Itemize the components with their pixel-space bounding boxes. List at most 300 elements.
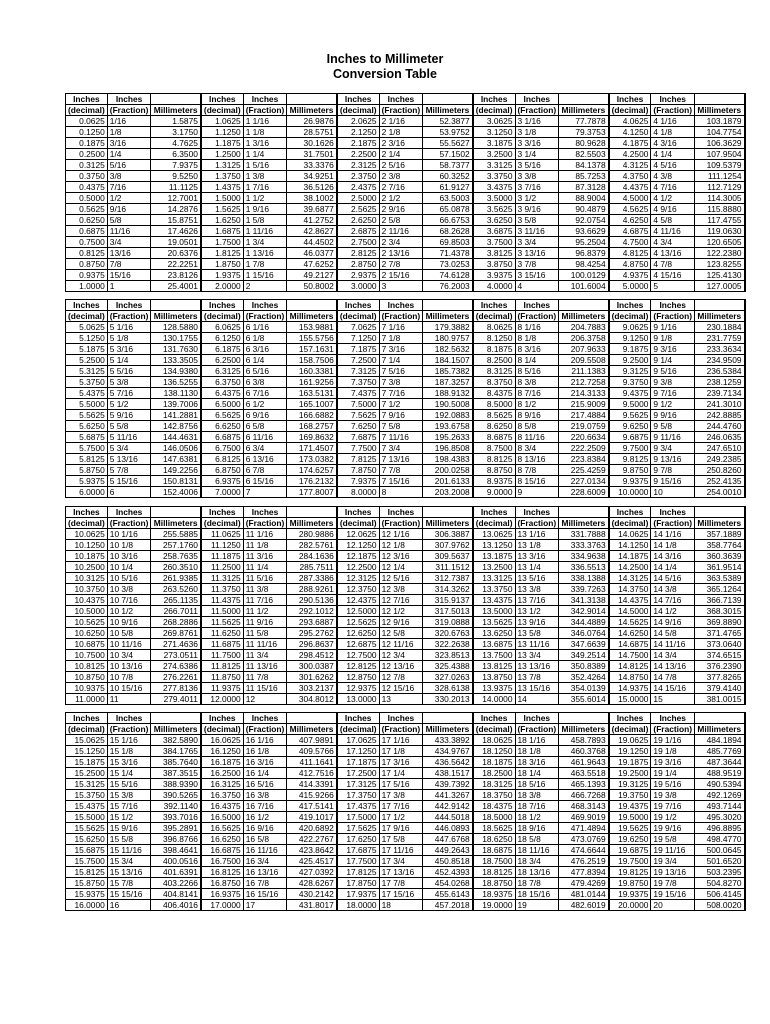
column-header: Millimeters — [695, 724, 745, 735]
millimeters-cell: 6.3500 — [151, 149, 201, 160]
inches-decimal-cell: 16.6250 — [201, 834, 243, 845]
inches-fraction-cell: 17 5/16 — [379, 779, 423, 790]
inches-decimal-cell: 11.6250 — [201, 628, 243, 639]
inches-fraction-cell: 19 5/8 — [651, 834, 695, 845]
inches-fraction-cell: 9 11/16 — [651, 432, 695, 443]
table-row — [66, 182, 745, 193]
inches-decimal-cell: 7.5625 — [337, 410, 379, 421]
millimeters-cell: 3.1750 — [151, 127, 201, 138]
table-row — [66, 421, 745, 432]
inches-fraction-cell: 9 1/8 — [651, 333, 695, 344]
inches-fraction-cell: 2 11/16 — [379, 226, 423, 237]
inches-fraction-cell: 4 3/4 — [651, 237, 695, 248]
millimeters-cell: 193.6758 — [423, 421, 473, 432]
millimeters-cell: 130.1755 — [151, 333, 201, 344]
inches-fraction-cell: 16 11/16 — [243, 845, 287, 856]
millimeters-cell: 376.2390 — [695, 661, 745, 672]
inches-fraction-cell: 5 7/16 — [107, 388, 151, 399]
inches-fraction-cell: 10 1/8 — [107, 540, 151, 551]
table-row — [66, 127, 745, 138]
millimeters-cell: 493.7144 — [695, 801, 745, 812]
inches-decimal-cell: 10.6875 — [66, 639, 108, 650]
millimeters-cell: 58.7377 — [423, 160, 473, 171]
inches-decimal-cell: 17.9375 — [337, 889, 379, 900]
inches-decimal-cell: 7.1250 — [337, 333, 379, 344]
inches-fraction-cell: 12 1/16 — [379, 529, 423, 540]
column-header: Inches — [201, 713, 243, 724]
inches-fraction-cell: 11 1/2 — [243, 606, 287, 617]
inches-fraction-cell: 19 3/16 — [651, 757, 695, 768]
inches-decimal-cell: 12.8125 — [337, 661, 379, 672]
millimeters-cell: 258.7635 — [151, 551, 201, 562]
millimeters-cell: 388.9390 — [151, 779, 201, 790]
inches-fraction-cell: 17 1/8 — [379, 746, 423, 757]
column-header: Millimeters — [559, 311, 609, 322]
inches-fraction-cell: 18 13/16 — [515, 867, 559, 878]
millimeters-cell: 204.7883 — [559, 322, 609, 333]
inches-decimal-cell: 1.4375 — [201, 182, 243, 193]
inches-fraction-cell: 8 5/8 — [515, 421, 559, 432]
inches-fraction-cell: 2 7/16 — [379, 182, 423, 193]
millimeters-cell: 498.4770 — [695, 834, 745, 845]
inches-decimal-cell: 11.3750 — [201, 584, 243, 595]
column-header: (decimal) — [66, 724, 108, 735]
column-header: Millimeters — [151, 311, 201, 322]
inches-fraction-cell: 2 1/4 — [379, 149, 423, 160]
millimeters-cell: 93.6629 — [559, 226, 609, 237]
inches-fraction-cell: 9 7/8 — [651, 465, 695, 476]
inches-decimal-cell: 10.1250 — [66, 540, 108, 551]
inches-decimal-cell: 8.8125 — [473, 454, 515, 465]
inches-decimal-cell: 5.5000 — [66, 399, 108, 410]
inches-decimal-cell: 11.7500 — [201, 650, 243, 661]
inches-fraction-cell: 15 — [651, 694, 695, 705]
inches-decimal-cell: 2.0000 — [201, 281, 243, 292]
inches-decimal-cell: 4.2500 — [609, 149, 651, 160]
inches-fraction-cell: 13 1/16 — [515, 529, 559, 540]
millimeters-cell: 379.4140 — [695, 683, 745, 694]
inches-decimal-cell: 0.5000 — [66, 193, 108, 204]
inches-fraction-cell: 8 3/16 — [515, 344, 559, 355]
millimeters-cell: 239.7134 — [695, 388, 745, 399]
inches-fraction-cell: 19 1/8 — [651, 746, 695, 757]
inches-fraction-cell: 1 5/16 — [243, 160, 287, 171]
inches-fraction-cell: 1 3/16 — [243, 138, 287, 149]
column-header: Inches — [473, 94, 515, 105]
inches-fraction-cell: 9 3/4 — [651, 443, 695, 454]
inches-decimal-cell: 13.6875 — [473, 639, 515, 650]
millimeters-cell: 328.6138 — [423, 683, 473, 694]
millimeters-cell: 47.6252 — [287, 259, 337, 270]
inches-fraction-cell: 11 1/16 — [243, 529, 287, 540]
column-header — [695, 507, 745, 518]
inches-decimal-cell: 12.1250 — [337, 540, 379, 551]
millimeters-cell: 73.0253 — [423, 259, 473, 270]
inches-decimal-cell: 18.6875 — [473, 845, 515, 856]
millimeters-cell: 401.6391 — [151, 867, 201, 878]
column-header: (Fraction) — [107, 518, 151, 529]
millimeters-cell: 122.2380 — [695, 248, 745, 259]
inches-decimal-cell: 17.3750 — [337, 790, 379, 801]
millimeters-cell: 317.5013 — [423, 606, 473, 617]
inches-decimal-cell: 19.7500 — [609, 856, 651, 867]
millimeters-cell: 9.5250 — [151, 171, 201, 182]
column-header: Inches — [609, 507, 651, 518]
millimeters-cell: 157.1631 — [287, 344, 337, 355]
millimeters-cell: 82.5503 — [559, 149, 609, 160]
column-header: Inches — [337, 94, 379, 105]
inches-decimal-cell: 5.4375 — [66, 388, 108, 399]
column-header — [559, 300, 609, 311]
column-header: Inches — [243, 94, 287, 105]
inches-decimal-cell: 5.8125 — [66, 454, 108, 465]
millimeters-cell: 377.8265 — [695, 672, 745, 683]
table-row — [66, 856, 745, 867]
column-header: Inches — [651, 507, 695, 518]
inches-fraction-cell: 12 1/8 — [379, 540, 423, 551]
inches-decimal-cell: 9.0000 — [473, 487, 515, 498]
millimeters-cell: 80.9628 — [559, 138, 609, 149]
table-row — [66, 735, 745, 746]
inches-decimal-cell: 0.3750 — [66, 171, 108, 182]
inches-decimal-cell: 8.7500 — [473, 443, 515, 454]
inches-decimal-cell: 9.5000 — [609, 399, 651, 410]
inches-fraction-cell: 8 1/2 — [515, 399, 559, 410]
millimeters-cell: 447.6768 — [423, 834, 473, 845]
inches-fraction-cell: 19 1/16 — [651, 735, 695, 746]
inches-fraction-cell: 4 15/16 — [651, 270, 695, 281]
millimeters-cell: 441.3267 — [423, 790, 473, 801]
millimeters-cell: 431.8017 — [287, 900, 337, 911]
column-header: (decimal) — [609, 724, 651, 735]
inches-fraction-cell: 3 9/16 — [515, 204, 559, 215]
header-row — [66, 507, 745, 518]
inches-decimal-cell: 3.0625 — [473, 116, 515, 127]
inches-fraction-cell: 15 9/16 — [107, 823, 151, 834]
inches-fraction-cell: 1 13/16 — [243, 248, 287, 259]
inches-fraction-cell: 2 13/16 — [379, 248, 423, 259]
millimeters-cell: 471.4894 — [559, 823, 609, 834]
inches-fraction-cell: 9 — [515, 487, 559, 498]
inches-fraction-cell: 7 3/16 — [379, 344, 423, 355]
millimeters-cell: 266.7011 — [151, 606, 201, 617]
inches-decimal-cell: 8.3125 — [473, 366, 515, 377]
table-row — [66, 757, 745, 768]
inches-fraction-cell: 7 7/8 — [379, 465, 423, 476]
column-header: (decimal) — [337, 311, 379, 322]
column-header: Inches — [107, 300, 151, 311]
inches-fraction-cell: 4 1/2 — [651, 193, 695, 204]
inches-decimal-cell: 19.4375 — [609, 801, 651, 812]
inches-decimal-cell: 8.4375 — [473, 388, 515, 399]
inches-decimal-cell: 15.5000 — [66, 812, 108, 823]
column-header: (decimal) — [473, 518, 515, 529]
millimeters-cell: 173.0382 — [287, 454, 337, 465]
inches-decimal-cell: 11.0000 — [66, 694, 108, 705]
inches-decimal-cell: 11.4375 — [201, 595, 243, 606]
inches-decimal-cell: 5.2500 — [66, 355, 108, 366]
millimeters-cell: 280.9886 — [287, 529, 337, 540]
page-subtitle: Conversion Table — [333, 67, 437, 81]
inches-fraction-cell: 17 1/2 — [379, 812, 423, 823]
millimeters-cell: 168.2757 — [287, 421, 337, 432]
millimeters-cell: 357.1889 — [695, 529, 745, 540]
inches-fraction-cell: 11 7/8 — [243, 672, 287, 683]
millimeters-cell: 233.3634 — [695, 344, 745, 355]
conversion-table-1 — [65, 93, 746, 292]
column-header: (decimal) — [337, 724, 379, 735]
inches-decimal-cell: 4.7500 — [609, 237, 651, 248]
inches-fraction-cell: 6 1/8 — [243, 333, 287, 344]
inches-fraction-cell: 18 5/16 — [515, 779, 559, 790]
inches-fraction-cell: 19 1/2 — [651, 812, 695, 823]
column-header — [287, 300, 337, 311]
inches-fraction-cell: 16 3/8 — [243, 790, 287, 801]
table-row — [66, 193, 745, 204]
inches-fraction-cell: 13 11/16 — [515, 639, 559, 650]
inches-fraction-cell: 15 5/8 — [107, 834, 151, 845]
inches-decimal-cell: 12.8750 — [337, 672, 379, 683]
table-row — [66, 683, 745, 694]
header-row — [66, 724, 745, 735]
millimeters-cell: 53.9752 — [423, 127, 473, 138]
inches-fraction-cell: 12 9/16 — [379, 617, 423, 628]
millimeters-cell: 120.6505 — [695, 237, 745, 248]
inches-fraction-cell: 15 1/16 — [107, 735, 151, 746]
millimeters-cell: 349.2514 — [559, 650, 609, 661]
table-row — [66, 333, 745, 344]
millimeters-cell: 30.1626 — [287, 138, 337, 149]
inches-decimal-cell: 12.6875 — [337, 639, 379, 650]
inches-decimal-cell: 18.6250 — [473, 834, 515, 845]
inches-fraction-cell: 6 1/16 — [243, 322, 287, 333]
inches-decimal-cell: 7.6875 — [337, 432, 379, 443]
inches-fraction-cell: 6 — [107, 487, 151, 498]
column-header — [695, 300, 745, 311]
inches-fraction-cell: 12 7/8 — [379, 672, 423, 683]
millimeters-cell: 338.1388 — [559, 573, 609, 584]
millimeters-cell: 66.6753 — [423, 215, 473, 226]
inches-decimal-cell: 2.6250 — [337, 215, 379, 226]
millimeters-cell: 355.6014 — [559, 694, 609, 705]
millimeters-cell: 4.7625 — [151, 138, 201, 149]
millimeters-cell: 41.2752 — [287, 215, 337, 226]
inches-decimal-cell: 3.5000 — [473, 193, 515, 204]
inches-decimal-cell: 6.6250 — [201, 421, 243, 432]
inches-fraction-cell: 6 1/2 — [243, 399, 287, 410]
inches-fraction-cell: 4 3/16 — [651, 138, 695, 149]
inches-decimal-cell: 18.5625 — [473, 823, 515, 834]
inches-fraction-cell: 5/16 — [107, 160, 151, 171]
column-header: (Fraction) — [515, 724, 559, 735]
millimeters-cell: 455.6143 — [423, 889, 473, 900]
column-header: Millimeters — [423, 105, 473, 116]
millimeters-cell: 252.4135 — [695, 476, 745, 487]
millimeters-cell: 220.6634 — [559, 432, 609, 443]
inches-decimal-cell: 3.5625 — [473, 204, 515, 215]
inches-fraction-cell: 18 11/16 — [515, 845, 559, 856]
inches-decimal-cell: 16.3125 — [201, 779, 243, 790]
millimeters-cell: 452.4393 — [423, 867, 473, 878]
inches-fraction-cell: 18 3/8 — [515, 790, 559, 801]
inches-fraction-cell: 18 1/8 — [515, 746, 559, 757]
inches-decimal-cell: 15.4375 — [66, 801, 108, 812]
millimeters-cell: 20.6376 — [151, 248, 201, 259]
inches-decimal-cell: 9.2500 — [609, 355, 651, 366]
millimeters-cell: 158.7506 — [287, 355, 337, 366]
millimeters-cell: 146.0506 — [151, 443, 201, 454]
millimeters-cell: 150.8131 — [151, 476, 201, 487]
inches-fraction-cell: 15 3/16 — [107, 757, 151, 768]
inches-fraction-cell: 10 7/16 — [107, 595, 151, 606]
table-row — [66, 476, 745, 487]
inches-fraction-cell: 20 — [651, 900, 695, 911]
inches-decimal-cell: 18.4375 — [473, 801, 515, 812]
millimeters-cell: 385.7640 — [151, 757, 201, 768]
column-header: Inches — [107, 713, 151, 724]
inches-fraction-cell: 1/16 — [107, 116, 151, 127]
inches-fraction-cell: 14 3/16 — [651, 551, 695, 562]
inches-fraction-cell: 4 11/16 — [651, 226, 695, 237]
column-header: (decimal) — [473, 105, 515, 116]
inches-fraction-cell: 6 11/16 — [243, 432, 287, 443]
millimeters-cell: 36.5126 — [287, 182, 337, 193]
inches-fraction-cell: 12 15/16 — [379, 683, 423, 694]
millimeters-cell: 249.2385 — [695, 454, 745, 465]
inches-decimal-cell: 6.0625 — [201, 322, 243, 333]
inches-fraction-cell: 11 3/16 — [243, 551, 287, 562]
inches-fraction-cell: 10 5/8 — [107, 628, 151, 639]
header-row — [66, 94, 745, 105]
inches-fraction-cell: 1 3/8 — [243, 171, 287, 182]
inches-decimal-cell: 19.3125 — [609, 779, 651, 790]
inches-decimal-cell: 4.5000 — [609, 193, 651, 204]
table-row — [66, 226, 745, 237]
inches-fraction-cell: 19 5/16 — [651, 779, 695, 790]
millimeters-cell: 104.7754 — [695, 127, 745, 138]
inches-fraction-cell: 15 11/16 — [107, 845, 151, 856]
inches-decimal-cell: 12.0625 — [337, 529, 379, 540]
column-header — [695, 94, 745, 105]
millimeters-cell: 250.8260 — [695, 465, 745, 476]
column-header: Millimeters — [287, 724, 337, 735]
inches-fraction-cell: 3 3/4 — [515, 237, 559, 248]
millimeters-cell: 133.3505 — [151, 355, 201, 366]
inches-fraction-cell: 18 7/16 — [515, 801, 559, 812]
inches-fraction-cell: 12 3/16 — [379, 551, 423, 562]
inches-fraction-cell: 15 3/4 — [107, 856, 151, 867]
inches-decimal-cell: 13.9375 — [473, 683, 515, 694]
inches-decimal-cell: 11.1250 — [201, 540, 243, 551]
millimeters-cell: 508.0020 — [695, 900, 745, 911]
inches-decimal-cell: 2.5000 — [337, 193, 379, 204]
inches-fraction-cell: 10 5/16 — [107, 573, 151, 584]
millimeters-cell: 214.3133 — [559, 388, 609, 399]
inches-decimal-cell: 11.8750 — [201, 672, 243, 683]
inches-decimal-cell: 16.1875 — [201, 757, 243, 768]
millimeters-cell: 74.6128 — [423, 270, 473, 281]
inches-fraction-cell: 15 13/16 — [107, 867, 151, 878]
millimeters-cell: 119.0630 — [695, 226, 745, 237]
inches-fraction-cell: 14 3/8 — [651, 584, 695, 595]
column-header: (decimal) — [609, 311, 651, 322]
inches-decimal-cell: 1.0000 — [66, 281, 108, 292]
inches-decimal-cell: 3.8750 — [473, 259, 515, 270]
inches-decimal-cell: 5.9375 — [66, 476, 108, 487]
inches-decimal-cell: 19.9375 — [609, 889, 651, 900]
inches-decimal-cell: 14.6250 — [609, 628, 651, 639]
inches-decimal-cell: 6.8750 — [201, 465, 243, 476]
column-header: (decimal) — [609, 518, 651, 529]
inches-fraction-cell: 3 5/8 — [515, 215, 559, 226]
inches-fraction-cell: 15 1/8 — [107, 746, 151, 757]
inches-fraction-cell: 5 15/16 — [107, 476, 151, 487]
inches-decimal-cell: 2.1250 — [337, 127, 379, 138]
millimeters-cell: 111.1254 — [695, 171, 745, 182]
table-row — [66, 366, 745, 377]
millimeters-cell: 55.5627 — [423, 138, 473, 149]
inches-decimal-cell: 9.6875 — [609, 432, 651, 443]
inches-decimal-cell: 12.3125 — [337, 573, 379, 584]
millimeters-cell: 49.2127 — [287, 270, 337, 281]
millimeters-cell: 273.0511 — [151, 650, 201, 661]
millimeters-cell: 327.0263 — [423, 672, 473, 683]
table-row — [66, 355, 745, 366]
inches-fraction-cell: 8 1/4 — [515, 355, 559, 366]
inches-decimal-cell: 1.2500 — [201, 149, 243, 160]
inches-decimal-cell: 19.2500 — [609, 768, 651, 779]
inches-fraction-cell: 7 1/16 — [379, 322, 423, 333]
inches-decimal-cell: 10.3125 — [66, 573, 108, 584]
column-header: Inches — [243, 300, 287, 311]
inches-fraction-cell: 16 1/8 — [243, 746, 287, 757]
table-row — [66, 322, 745, 333]
column-header — [287, 713, 337, 724]
inches-decimal-cell: 17.6875 — [337, 845, 379, 856]
inches-fraction-cell: 2 1/2 — [379, 193, 423, 204]
column-header: (Fraction) — [515, 518, 559, 529]
column-header — [151, 713, 201, 724]
inches-fraction-cell: 14 — [515, 694, 559, 705]
inches-fraction-cell: 13 5/8 — [515, 628, 559, 639]
millimeters-cell: 28.5751 — [287, 127, 337, 138]
inches-fraction-cell: 14 5/8 — [651, 628, 695, 639]
inches-fraction-cell: 12 — [243, 694, 287, 705]
inches-fraction-cell: 19 7/8 — [651, 878, 695, 889]
millimeters-cell: 33.3376 — [287, 160, 337, 171]
inches-fraction-cell: 19 13/16 — [651, 867, 695, 878]
millimeters-cell: 458.7893 — [559, 735, 609, 746]
millimeters-cell: 17.4626 — [151, 226, 201, 237]
inches-fraction-cell: 15 1/2 — [107, 812, 151, 823]
inches-fraction-cell: 12 13/16 — [379, 661, 423, 672]
inches-decimal-cell: 13.1250 — [473, 540, 515, 551]
inches-fraction-cell: 6 1/4 — [243, 355, 287, 366]
table-row — [66, 562, 745, 573]
millimeters-cell: 171.4507 — [287, 443, 337, 454]
inches-fraction-cell: 8 1/16 — [515, 322, 559, 333]
inches-decimal-cell: 17.2500 — [337, 768, 379, 779]
inches-fraction-cell: 3 7/16 — [515, 182, 559, 193]
inches-decimal-cell: 9.7500 — [609, 443, 651, 454]
inches-decimal-cell: 10.1875 — [66, 551, 108, 562]
table-row — [66, 281, 745, 292]
inches-decimal-cell: 8.5000 — [473, 399, 515, 410]
column-header: Inches — [609, 300, 651, 311]
inches-decimal-cell: 0.1250 — [66, 127, 108, 138]
millimeters-cell: 487.3644 — [695, 757, 745, 768]
inches-fraction-cell: 9 15/16 — [651, 476, 695, 487]
